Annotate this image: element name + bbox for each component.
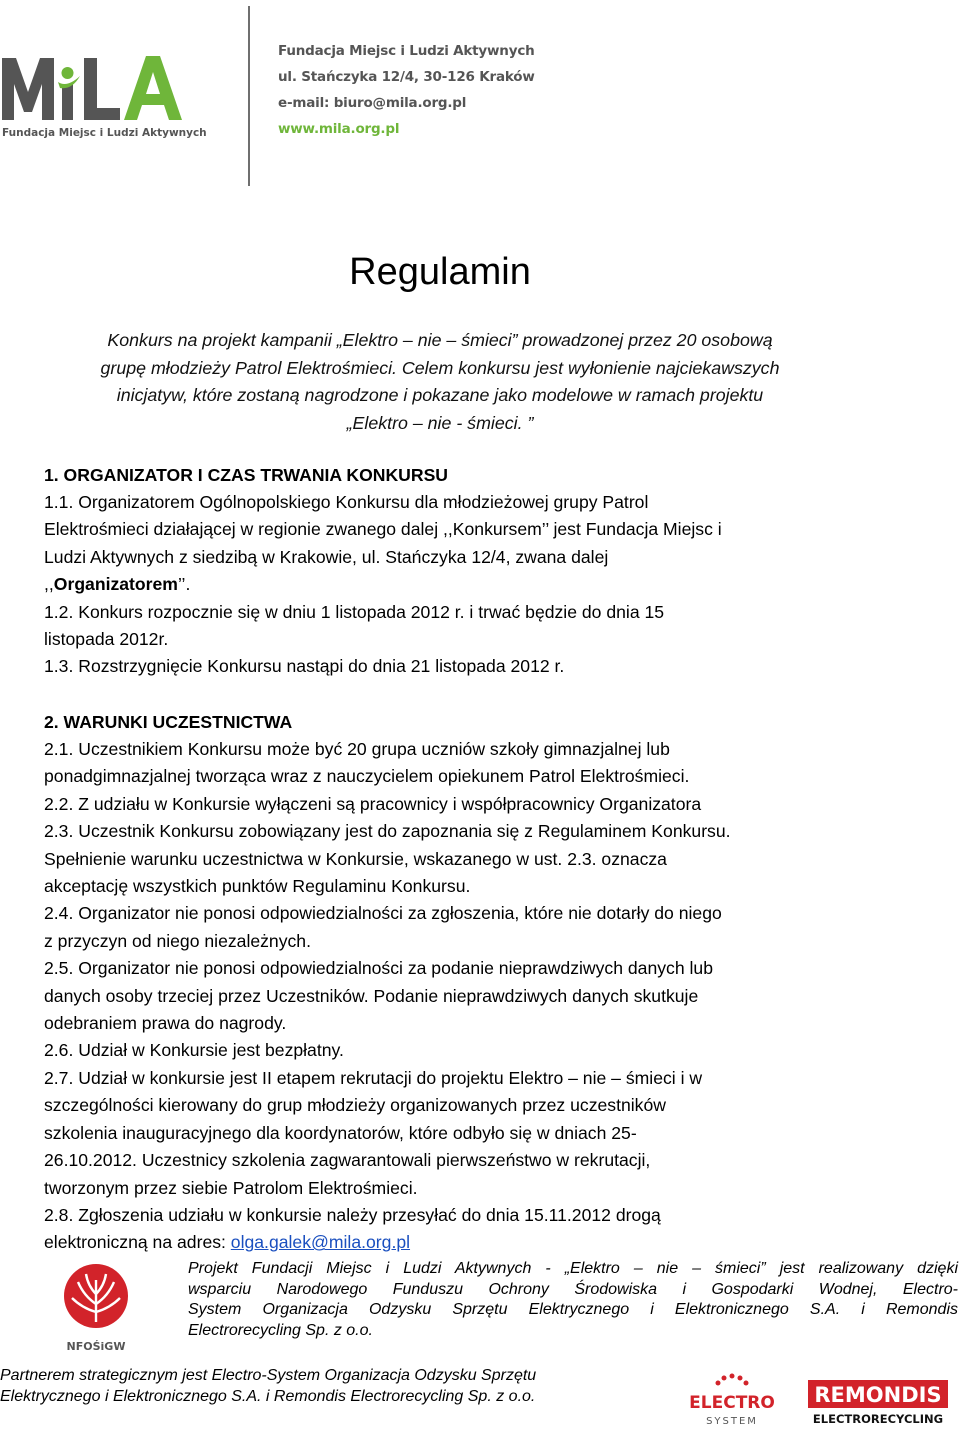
paragraph-line: z przyczyn od niego niezależnych.: [44, 930, 311, 951]
electro-logo-text: ELECTRO: [689, 1393, 775, 1413]
paragraph-line: 2.7. Udział w konkursie jest II etapem rekrutacji do projektu Elektro – nie – śmieci i w: [44, 1067, 703, 1088]
paragraph-line: Elektrośmieci działającej w regionie zwanego dalej ,,Konkursem’’ jest Fundacja Miejsc i: [44, 519, 722, 540]
section1-body: [44, 489, 722, 681]
intro-line: „Elektro – nie - śmieci. ”: [346, 412, 534, 433]
section2-heading: 2. WARUNKI UCZESTNICTWA: [44, 712, 293, 732]
electro-system-logo: [688, 1370, 776, 1432]
nfosigw-logo: [62, 1262, 130, 1354]
paragraph-line: 2.3. Uczestnik Konkursu zobowiązany jest do zapoznania się z Regulaminem Konkursu.: [44, 821, 731, 842]
intro-line: Konkurs na projekt kampanii „Elektro – nie – śmieci” prowadzonej przez 20 osobową: [107, 330, 773, 350]
email-prefix: elektroniczną na adres:: [44, 1232, 231, 1253]
mila-logo: [0, 40, 212, 140]
funding-note: [188, 1259, 958, 1341]
paragraph-line: 2.1. Uczestnikiem Konkursu może być 20 grupa uczniów szkoły gimnazjalnej lub: [44, 739, 670, 759]
org-name: Fundacja Miejsc i Ludzi Aktywnych: [278, 43, 535, 59]
org-website[interactable]: www.mila.org.pl: [278, 121, 400, 137]
paragraph-line: 2.4. Organizator nie ponosi odpowiedzialności za zgłoszenia, które nie dotarły do niego: [44, 903, 722, 924]
paragraph-line: odebraniem prawa do nagrody.: [44, 1013, 287, 1034]
paragraph-line: 2.6. Udział w Konkursie jest bezpłatny.: [44, 1040, 344, 1061]
page-title: Regulamin: [349, 251, 531, 293]
section1-heading: 1. ORGANIZATOR I CZAS TRWANIA KONKURSU: [44, 465, 449, 485]
paragraph-line: listopada 2012r.: [44, 629, 169, 650]
remondis-logo: [808, 1380, 948, 1426]
paragraph-line: ponadgimnazjalnej tworząca wraz z nauczycielem opiekunem Patrol Elektrośmieci.: [44, 766, 690, 787]
paragraph-line: 2.5. Organizator nie ponosi odpowiedzialności za podanie nieprawdziwych danych lub: [44, 958, 713, 979]
paragraph-line: 1.1. Organizatorem Ogólnopolskiego Konkursu dla młodzieżowej grupy Patrol: [44, 492, 649, 512]
paragraph-line: 2.2. Z udziału w Konkursie wyłączeni są pracownicy i współpracownicy Organizatora: [44, 793, 702, 814]
intro-line: inicjatyw, które zostaną nagrodzone i pokazane jako modelowe w ramach projektu: [116, 385, 764, 405]
paragraph-line: [44, 571, 722, 598]
remondis-logo-text: REMONDIS: [814, 1383, 942, 1407]
funding-line: wsparciu Narodowego Funduszu Ochrony Środowiska i Gospodarki Wodnej, Electro-: [188, 1280, 958, 1298]
paragraph-line: Ludzi Aktywnych z siedzibą w Krakowie, ul. Stańczyka 12/4, zwana dalej: [44, 546, 609, 567]
paragraph-line: szkolenia inauguracyjnego dla koordynatorów, które odbyło się w dniach 25-: [44, 1122, 637, 1143]
organizer-suffix: ’’.: [177, 574, 191, 595]
logo-subtitle: Fundacja Miejsc i Ludzi Aktywnych: [2, 127, 207, 139]
paragraph-line: akceptację wszystkich punktów Regulaminu Konkursu.: [44, 876, 471, 897]
paragraph-line: danych osoby trzeciej przez Uczestników. Podanie nieprawdziwych danych skutkuje: [44, 985, 699, 1006]
funding-line: System Organizacja Odzysku Sprzętu Elektrycznego i Elektronicznego S.A. i Remondis: [188, 1301, 958, 1318]
funding-line: Projekt Fundacji Miejsc i Ludzi Aktywnych - „Elektro – nie – śmieci” jest realizowany dzięki: [188, 1260, 958, 1277]
paragraph-line: 26.10.2012. Uczestnicy szkolenia zagwarantowali pierwszeństwo w rekrutacji,: [44, 1150, 651, 1171]
funding-line: Electrorecycling Sp. z o.o.: [188, 1321, 373, 1339]
section2-body: [44, 736, 731, 1257]
paragraph-line: szczególności kierowany do grup młodzieży organizowanych przez uczestników: [44, 1095, 666, 1116]
paragraph-line: tworzonym przez siebie Patrolom Elektrośmieci.: [44, 1177, 418, 1198]
organizer-term: Organizatorem: [53, 574, 178, 595]
partner-line: Elektrycznego i Elektronicznego S.A. i Remondis Electrorecycling Sp. z o.o.: [0, 1387, 536, 1405]
organizer-prefix: ,,: [44, 574, 54, 595]
system-logo-text: SYSTEM: [706, 1416, 758, 1427]
electrorecycling-logo-text: ELECTRORECYCLING: [812, 1412, 944, 1426]
partner-line: Partnerem strategicznym jest Electro-System Organizacja Odzysku Sprzętu: [0, 1367, 537, 1384]
partner-note: [0, 1366, 536, 1407]
org-contact-info: [278, 38, 578, 142]
org-address: ul. Stańczyka 12/4, 30-126 Kraków: [278, 69, 535, 85]
paragraph-line: 1.3. Rozstrzygnięcie Konkursu nastąpi do dnia 21 listopada 2012 r.: [44, 656, 565, 677]
contact-email-link[interactable]: olga.galek@mila.org.pl: [230, 1232, 411, 1253]
header-divider: [248, 6, 250, 186]
paragraph-line: Spełnienie warunku uczestnictwa w Konkursie, wskazanego w ust. 2.3. oznacza: [44, 848, 667, 869]
intro-line: grupę młodzieży Patrol Elektrośmieci. Celem konkursu jest wyłonienie najciekawszych: [100, 357, 780, 378]
paragraph-line: 2.8. Zgłoszenia udziału w konkursie należy przesyłać do dnia 15.11.2012 drogą: [44, 1204, 661, 1225]
nfosigw-label: NFOŚiGW: [66, 1340, 126, 1353]
org-email[interactable]: e-mail: biuro@mila.org.pl: [278, 95, 467, 111]
paragraph-line: [44, 1229, 731, 1256]
intro-paragraph: [50, 327, 830, 437]
paragraph-line: 1.2. Konkurs rozpocznie się w dniu 1 listopada 2012 r. i trwać będzie do dnia 15: [44, 601, 665, 622]
